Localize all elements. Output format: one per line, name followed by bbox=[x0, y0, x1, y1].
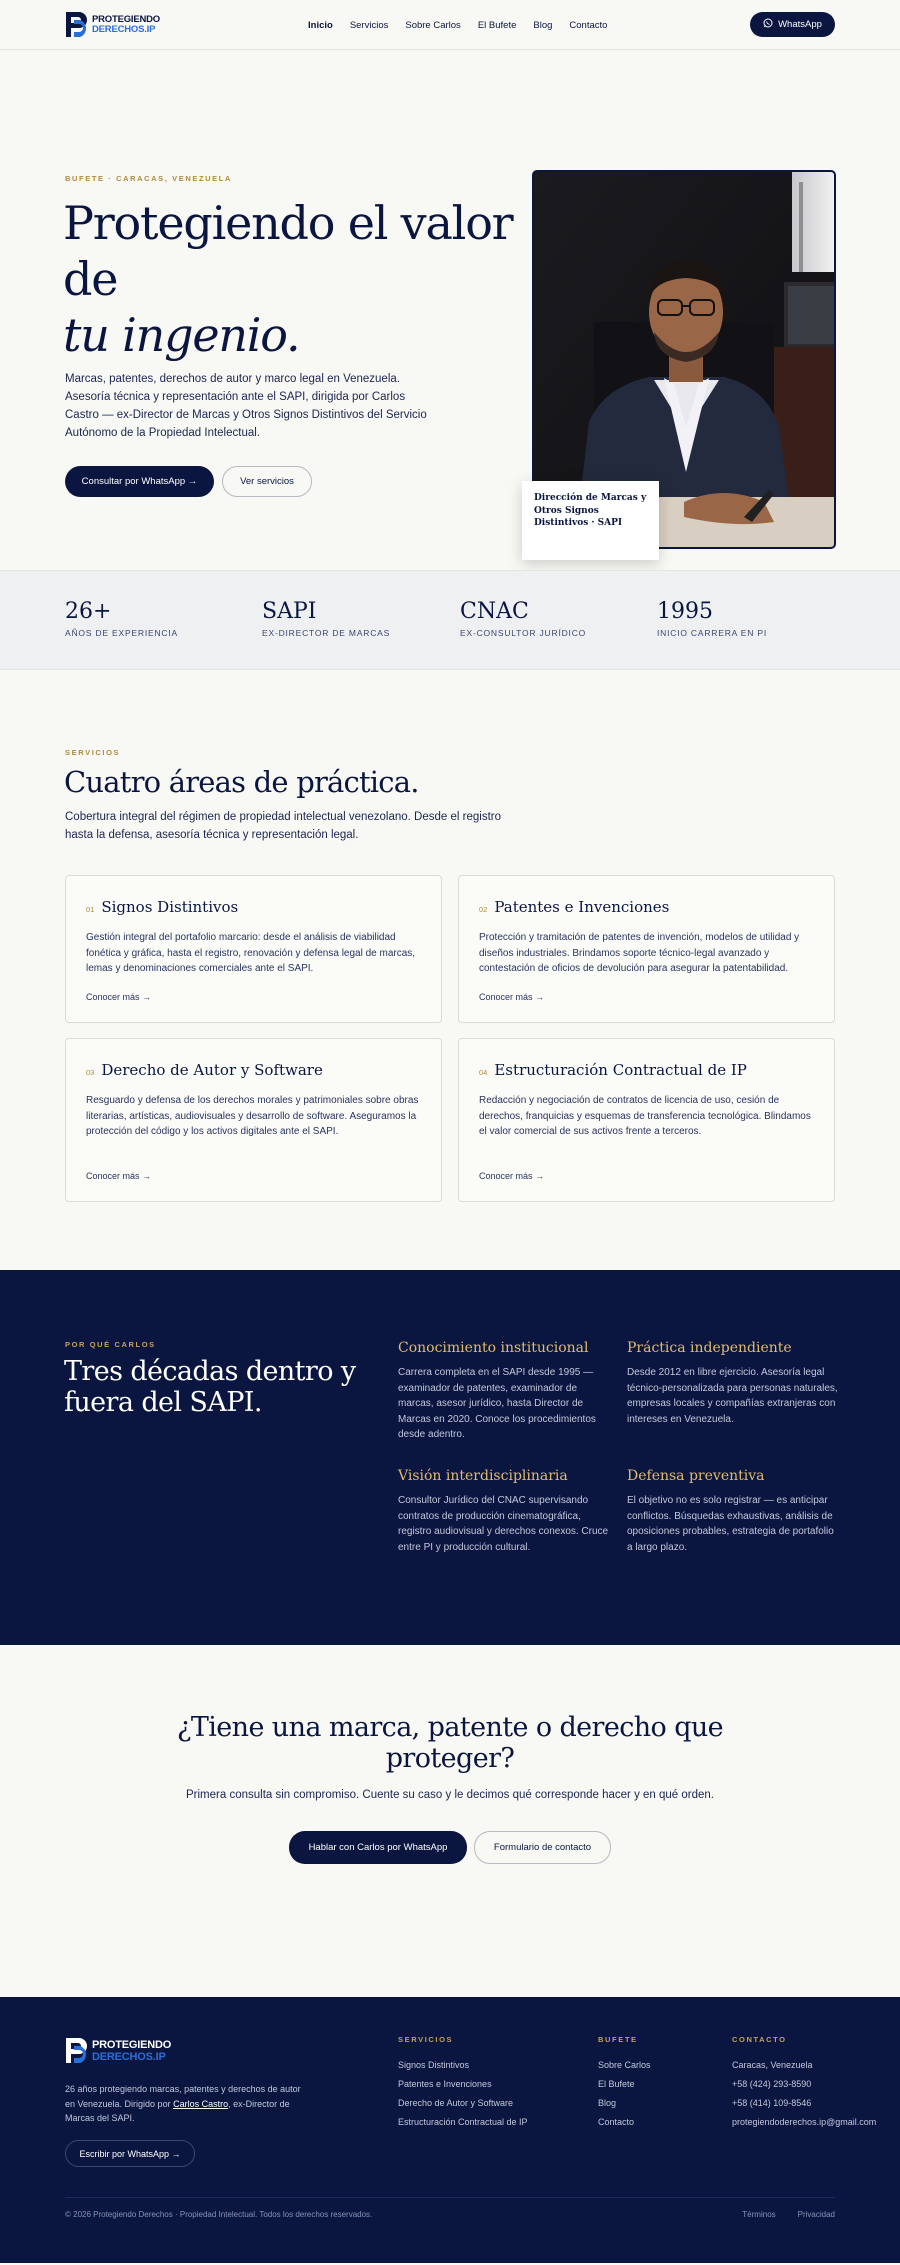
card-title: Dirección de Marcas y Otros Signos Distintivos · SAPI bbox=[534, 493, 647, 528]
feature-title: Práctica independiente bbox=[627, 1340, 792, 1356]
feature-institutional bbox=[398, 1340, 613, 1443]
stat-cnac bbox=[460, 599, 586, 638]
logo-line1: PROTEGIENDO bbox=[92, 2038, 172, 2051]
card-number: 03 bbox=[86, 1068, 95, 1077]
footer-whatsapp-button[interactable]: Escribir por WhatsApp → bbox=[65, 2140, 195, 2167]
hero-title-line1: Protegiendo el valor de bbox=[63, 196, 513, 306]
hero-title bbox=[63, 195, 523, 363]
feature-title: Visión interdisciplinaria bbox=[398, 1468, 568, 1484]
stat-sapi bbox=[262, 599, 390, 638]
card-title-text: Signos Distintivos bbox=[101, 898, 239, 916]
nav-sobre-carlos[interactable]: Sobre Carlos bbox=[405, 19, 461, 31]
site-header bbox=[0, 0, 900, 50]
logo-text bbox=[92, 2039, 171, 2063]
why-eyebrow: POR QUÉ CARLOS bbox=[65, 1340, 156, 1349]
stat-number: 1995 bbox=[657, 599, 713, 624]
card-number: 04 bbox=[479, 1068, 488, 1077]
footer-link-autor[interactable]: Derecho de Autor y Software bbox=[398, 2098, 514, 2108]
whatsapp-label: WhatsApp bbox=[778, 19, 822, 30]
hero-title-line2: tu ingenio. bbox=[63, 308, 300, 362]
footer-column-title: SERVICIOS bbox=[398, 2035, 454, 2044]
logo-line2: DERECHOS.IP bbox=[92, 23, 156, 35]
stat-label: INICIO CARRERA EN PI bbox=[657, 628, 767, 638]
contact-form-button[interactable]: Formulario de contacto bbox=[474, 1831, 611, 1864]
card-number: 02 bbox=[479, 905, 488, 914]
service-card-autor[interactable] bbox=[65, 1038, 442, 1202]
feature-interdisciplinary bbox=[398, 1468, 613, 1555]
card-description: Protección y tramitación de patentes de invención, modelos de utilidad y diseños industriales. Brindamos soporte técnico-legal avanzado y contestación de oficios de devolución para asegurar la patentabilidad. bbox=[479, 932, 800, 974]
hero-eyebrow: BUFETE · CARACAS, VENEZUELA bbox=[65, 174, 232, 183]
card-description: Resguardo y defensa de los derechos morales y patrimoniales sobre obras literarias, artísticas, audiovisuales y desarrollo de software. Aseguramos la protección del código y los activos digitales ante el SAPI. bbox=[86, 1095, 419, 1137]
card-title bbox=[479, 898, 814, 916]
stat-number: 26+ bbox=[65, 599, 112, 624]
learn-more-link[interactable]: Conocer más → bbox=[479, 1171, 545, 1181]
hero-description: Marcas, patentes, derechos de autor y marco legal en Venezuela. Asesoría técnica y representación ante el SAPI, dirigida por Carlos Castro — ex-Director de Marcas y Otros Signos Distintivos del Servicio Autónomo de la Propiedad Intelectual. bbox=[65, 373, 427, 439]
nav-blog[interactable]: Blog bbox=[533, 19, 553, 31]
pd-logo-icon bbox=[65, 11, 89, 38]
card-title-text: Derecho de Autor y Software bbox=[101, 1061, 323, 1079]
footer-divider bbox=[65, 2197, 835, 2198]
ex-director-card bbox=[522, 481, 659, 560]
feature-description: El objetivo no es solo registrar — es anticipar conflictos. Búsquedas exhaustivas, análisis de oposiciones probables, estrategia de portafolio a largo plazo. bbox=[627, 1495, 834, 1553]
footer-phone-2[interactable]: +58 (414) 109-8546 bbox=[732, 2098, 812, 2108]
logo-text bbox=[92, 15, 160, 35]
pd-logo-icon bbox=[65, 2037, 89, 2064]
card-description: Redacción y negociación de contratos de licencia de uso, cesión de derechos, franquicias y esquemas de transferencia tecnológica. Blindamos el valor comercial de sus activos frente a terceros. bbox=[479, 1095, 811, 1137]
legal-links bbox=[742, 2210, 835, 2219]
feature-preventive bbox=[627, 1468, 842, 1555]
logo-line2: DERECHOS.IP bbox=[92, 2050, 166, 2063]
view-services-button[interactable]: Ver servicios bbox=[222, 466, 312, 497]
feature-title: Defensa preventiva bbox=[627, 1468, 765, 1484]
nav-inicio[interactable]: Inicio bbox=[308, 19, 333, 31]
whatsapp-icon bbox=[763, 18, 773, 31]
service-card-patentes[interactable] bbox=[458, 875, 835, 1023]
stat-experience bbox=[65, 599, 178, 638]
learn-more-link[interactable]: Conocer más → bbox=[479, 992, 545, 1002]
learn-more-link[interactable]: Conocer más → bbox=[86, 992, 152, 1002]
footer-location: Caracas, Venezuela bbox=[732, 2060, 813, 2070]
services-section bbox=[0, 670, 900, 1270]
feature-description: Carrera completa en el SAPI desde 1995 — examinador de patentes, examinador de marcas, asesor jurídico, hasta Director de Marcas en 2020. Conoce los procedimientos desde adentro. bbox=[398, 1367, 596, 1441]
nav-el-bufete[interactable]: El Bufete bbox=[477, 19, 517, 31]
cta-section bbox=[0, 1645, 900, 1997]
cta-subtitle: Primera consulta sin compromiso. Cuente su caso y le decimos qué corresponde hacer y en qué orden. bbox=[186, 1789, 714, 1801]
footer-desc-post: , ex-Director de Marcas del SAPI. bbox=[65, 2098, 290, 2123]
footer-link-signos[interactable]: Signos Distintivos bbox=[398, 2060, 470, 2070]
carlos-castro-link[interactable]: Carlos Castro bbox=[173, 2098, 229, 2109]
footer-column-title: BUFETE bbox=[598, 2035, 638, 2044]
whatsapp-button[interactable] bbox=[750, 12, 835, 37]
services-title: Cuatro áreas de práctica. bbox=[64, 765, 419, 799]
stat-label: EX-DIRECTOR DE MARCAS bbox=[262, 628, 391, 638]
why-title: Tres décadas dentro y fuera del SAPI. bbox=[64, 1356, 356, 1418]
services-eyebrow: SERVICIOS bbox=[65, 748, 121, 757]
footer-email[interactable]: protegiendoderechos.ip@gmail.com bbox=[732, 2117, 877, 2127]
card-description: Gestión integral del portafolio marcario: desde el análisis de viabilidad fonética y gráfica, hasta el registro, renovación y defensa legal de marcas, lemas y denominaciones comerciales ante el SAPI. bbox=[86, 932, 416, 974]
nav-servicios[interactable]: Servicios bbox=[349, 19, 389, 31]
stat-label: AÑOS DE EXPERIENCIA bbox=[65, 628, 178, 638]
why-carlos-section bbox=[0, 1270, 900, 1645]
nav-contacto[interactable]: Contacto bbox=[569, 19, 608, 31]
feature-independent bbox=[627, 1340, 842, 1427]
footer-link-contacto[interactable]: Contacto bbox=[598, 2117, 635, 2127]
card-title bbox=[479, 1061, 814, 1079]
terms-link[interactable]: Términos bbox=[742, 2210, 776, 2219]
talk-whatsapp-button[interactable]: Hablar con Carlos por WhatsApp bbox=[289, 1831, 467, 1864]
footer-link-blog[interactable]: Blog bbox=[598, 2098, 617, 2108]
card-title bbox=[86, 898, 421, 916]
footer-desc-pre: 26 años protegiendo marcas, patentes y derechos de autor en Venezuela. Dirigido por bbox=[65, 2084, 301, 2109]
services-subtitle: Cobertura integral del régimen de propiedad intelectual venezolano. Desde el registro hasta la defensa, asesoría técnica y representación legal. bbox=[65, 811, 501, 841]
footer-contact-column bbox=[732, 2035, 876, 2132]
footer-phone-1[interactable]: +58 (424) 293-8590 bbox=[732, 2079, 812, 2089]
copyright: © 2026 Protegiendo Derechos · Propiedad Intelectual. Todos los derechos reservados. bbox=[65, 2210, 373, 2219]
footer-link-patentes[interactable]: Patentes e Invenciones bbox=[398, 2079, 492, 2089]
logo[interactable] bbox=[65, 11, 160, 38]
service-card-contractual[interactable] bbox=[458, 1038, 835, 1202]
stat-number: SAPI bbox=[262, 599, 317, 624]
footer-description bbox=[65, 2082, 310, 2126]
site-footer bbox=[0, 1997, 900, 2263]
footer-link-el-bufete[interactable]: El Bufete bbox=[598, 2079, 635, 2089]
card-title-text: Patentes e Invenciones bbox=[494, 898, 670, 916]
hero-section bbox=[0, 50, 900, 570]
service-card-signos[interactable] bbox=[65, 875, 442, 1023]
feature-description: Desde 2012 en libre ejercicio. Asesoría legal técnico-personalizada para personas naturales, empresas locales y compañías extranjeras con intereses en Venezuela. bbox=[627, 1367, 838, 1425]
feature-title: Conocimiento institucional bbox=[398, 1340, 589, 1356]
card-title bbox=[86, 1061, 421, 1079]
stat-number: CNAC bbox=[460, 599, 529, 624]
cta-title: ¿Tiene una marca, patente o derecho que proteger? bbox=[176, 1712, 724, 1774]
logo-line1: PROTEGIENDO bbox=[92, 13, 161, 25]
privacy-link[interactable]: Privacidad bbox=[797, 2210, 835, 2219]
main-nav bbox=[308, 0, 607, 50]
footer-link-sobre-carlos[interactable]: Sobre Carlos bbox=[598, 2060, 651, 2070]
footer-firm-column bbox=[598, 2035, 651, 2132]
footer-column-title: CONTACTO bbox=[732, 2035, 787, 2044]
footer-services-column bbox=[398, 2035, 528, 2132]
learn-more-link[interactable]: Conocer más → bbox=[86, 1171, 152, 1181]
card-title-text: Estructuración Contractual de IP bbox=[494, 1061, 747, 1079]
footer-logo[interactable] bbox=[65, 2037, 171, 2064]
stat-label: EX-CONSULTOR JURÍDICO bbox=[460, 628, 587, 638]
consult-whatsapp-button[interactable]: Consultar por WhatsApp → bbox=[65, 466, 214, 497]
stats-bar bbox=[0, 570, 900, 670]
card-number: 01 bbox=[86, 905, 95, 914]
stat-1995 bbox=[657, 599, 767, 638]
feature-description: Consultor Jurídico del CNAC supervisando contratos de producción cinematográfica, registro audiovisual y derechos conexos. Cruce entre PI y producción cultural. bbox=[398, 1495, 609, 1553]
footer-link-contractual[interactable]: Estructuración Contractual de IP bbox=[398, 2117, 528, 2127]
